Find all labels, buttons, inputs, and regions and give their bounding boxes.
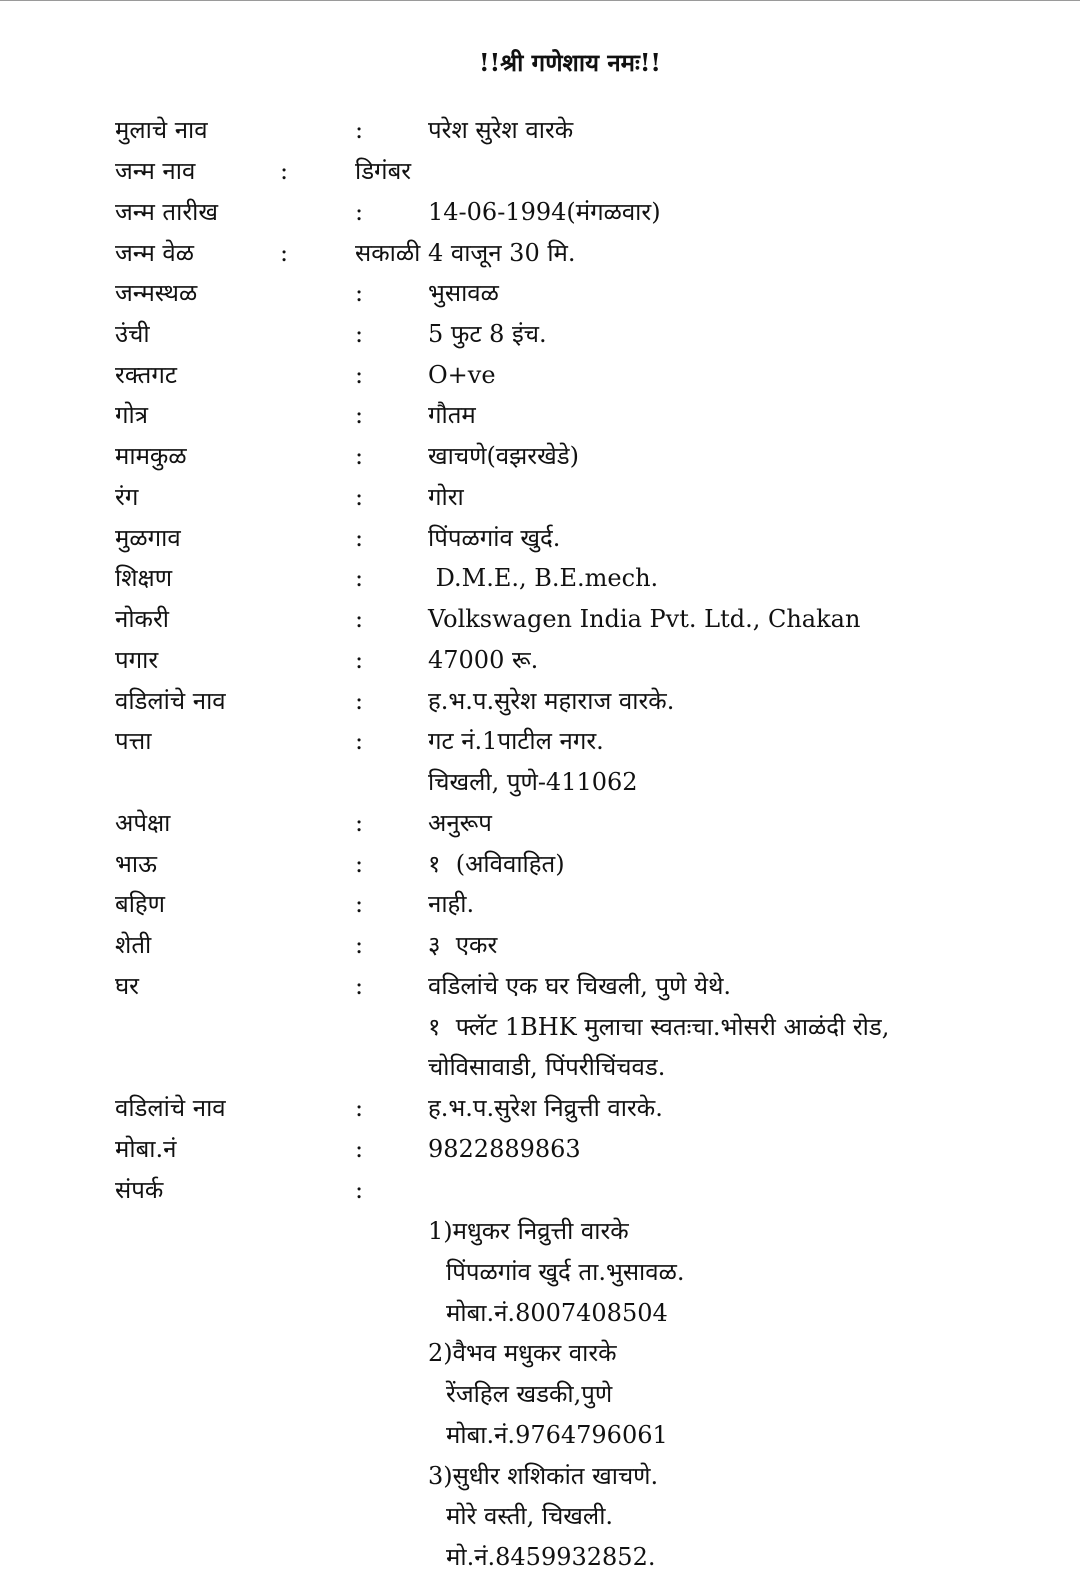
field-colon: : (355, 442, 364, 470)
field-label: संपर्क (115, 1176, 164, 1204)
contact-address: पिंपळगांव खुर्द ता.भुसावळ. (446, 1258, 685, 1286)
field-colon: : (280, 239, 289, 267)
field-value: परेश सुरेश वारके (428, 116, 574, 144)
field-label: जन्मस्थळ (115, 279, 198, 307)
field-value: भुसावळ (428, 279, 499, 307)
field-colon: : (355, 361, 364, 389)
field-value: O+ve (428, 361, 496, 389)
field-colon: : (355, 727, 364, 755)
field-label: रंग (115, 483, 139, 511)
field-label: शिक्षण (115, 564, 173, 592)
contact-phone: मोबा.नं.9764796061 (446, 1421, 668, 1449)
field-label: वडिलांचे नाव (115, 1094, 226, 1122)
field-label: पगार (115, 646, 159, 674)
field-colon: : (355, 1135, 364, 1163)
field-colon: : (355, 279, 364, 307)
field-value: 9822889863 (428, 1135, 581, 1163)
field-label: अपेक्षा (115, 809, 171, 837)
page-title: !!श्री गणेशाय नमः!! (479, 48, 661, 77)
field-colon: : (355, 401, 364, 429)
field-label: उंची (115, 320, 150, 348)
field-label: बहिण (115, 890, 166, 918)
field-label: जन्म तारीख (115, 198, 218, 226)
field-value: 47000 रू. (428, 646, 539, 674)
field-value: 5 फुट 8 इंच. (428, 320, 547, 348)
field-value: ह.भ.प.सुरेश निव्रुत्ती वारके. (428, 1094, 663, 1122)
field-label: मामकुळ (115, 442, 187, 470)
field-label: वडिलांचे नाव (115, 687, 226, 715)
field-value: १ (अविवाहित) (428, 850, 565, 878)
field-value: ३ एकर (428, 931, 498, 959)
field-value: Volkswagen India Pvt. Ltd., Chakan (428, 605, 861, 633)
field-label: मोबा.नं (115, 1135, 177, 1163)
field-label: मुलाचे नाव (115, 116, 208, 144)
field-value: 14-06-1994(मंगळवार) (428, 198, 661, 226)
field-value: सकाळी 4 वाजून 30 मि. (355, 239, 576, 267)
field-value: D.M.E., B.E.mech. (428, 564, 659, 592)
field-value: ह.भ.प.सुरेश महाराज वारके. (428, 687, 675, 715)
contact-name: 3)सुधीर शशिकांत खाचणे. (428, 1462, 659, 1490)
field-value-extra: १ फ्लॅट 1BHK मुलाचा स्वतःचा.भोसरी आळंदी रोड, (428, 1013, 890, 1041)
field-colon: : (355, 198, 364, 226)
field-label: पत्ता (115, 727, 152, 755)
field-colon: : (355, 931, 364, 959)
field-value: खाचणे(वझरखेडे) (428, 442, 579, 470)
field-colon: : (355, 1094, 364, 1122)
field-colon: : (355, 850, 364, 878)
field-value: वडिलांचे एक घर चिखली, पुणे येथे. (428, 972, 732, 1000)
contact-address: रेंजहिल खडकी,पुणे (446, 1380, 613, 1408)
field-colon: : (355, 605, 364, 633)
field-label: जन्म वेळ (115, 239, 195, 267)
contact-address: मोरे वस्ती, चिखली. (446, 1502, 614, 1530)
field-colon: : (355, 564, 364, 592)
field-label: शेती (115, 931, 152, 959)
field-colon: : (355, 972, 364, 1000)
field-label: गोत्र (115, 401, 148, 429)
field-label: नोकरी (115, 605, 169, 633)
contact-phone: मो.नं.8459932852. (446, 1543, 656, 1571)
field-colon: : (355, 320, 364, 348)
field-value-extra: चिखली, पुणे-411062 (428, 768, 638, 796)
field-colon: : (355, 483, 364, 511)
field-label: जन्म नाव (115, 157, 196, 185)
contact-phone: मोबा.नं.8007408504 (446, 1299, 668, 1327)
field-colon: : (355, 524, 364, 552)
field-label: रक्तगट (115, 361, 177, 389)
field-colon: : (355, 809, 364, 837)
contact-name: 2)वैभव मधुकर वारके (428, 1339, 617, 1367)
field-value: पिंपळगांव खुर्द. (428, 524, 561, 552)
field-value: गोरा (428, 483, 464, 511)
field-colon: : (280, 157, 289, 185)
field-colon: : (355, 687, 364, 715)
field-colon: : (355, 890, 364, 918)
field-value: डिगंबर (355, 157, 412, 185)
field-colon: : (355, 116, 364, 144)
field-value: अनुरूप (428, 809, 492, 837)
field-value: गौतम (428, 401, 476, 429)
field-label: मुळगाव (115, 524, 181, 552)
field-value: गट नं.1पाटील नगर. (428, 727, 604, 755)
field-label: भाऊ (115, 850, 157, 878)
field-colon: : (355, 1176, 364, 1204)
contact-name: 1)मधुकर निव्रुत्ती वारके (428, 1217, 629, 1245)
field-value-extra: चोविसावाडी, पिंपरीचिंचवड. (428, 1053, 666, 1081)
top-border (0, 0, 1080, 1)
field-value: नाही. (428, 890, 475, 918)
field-label: घर (115, 972, 139, 1000)
field-colon: : (355, 646, 364, 674)
